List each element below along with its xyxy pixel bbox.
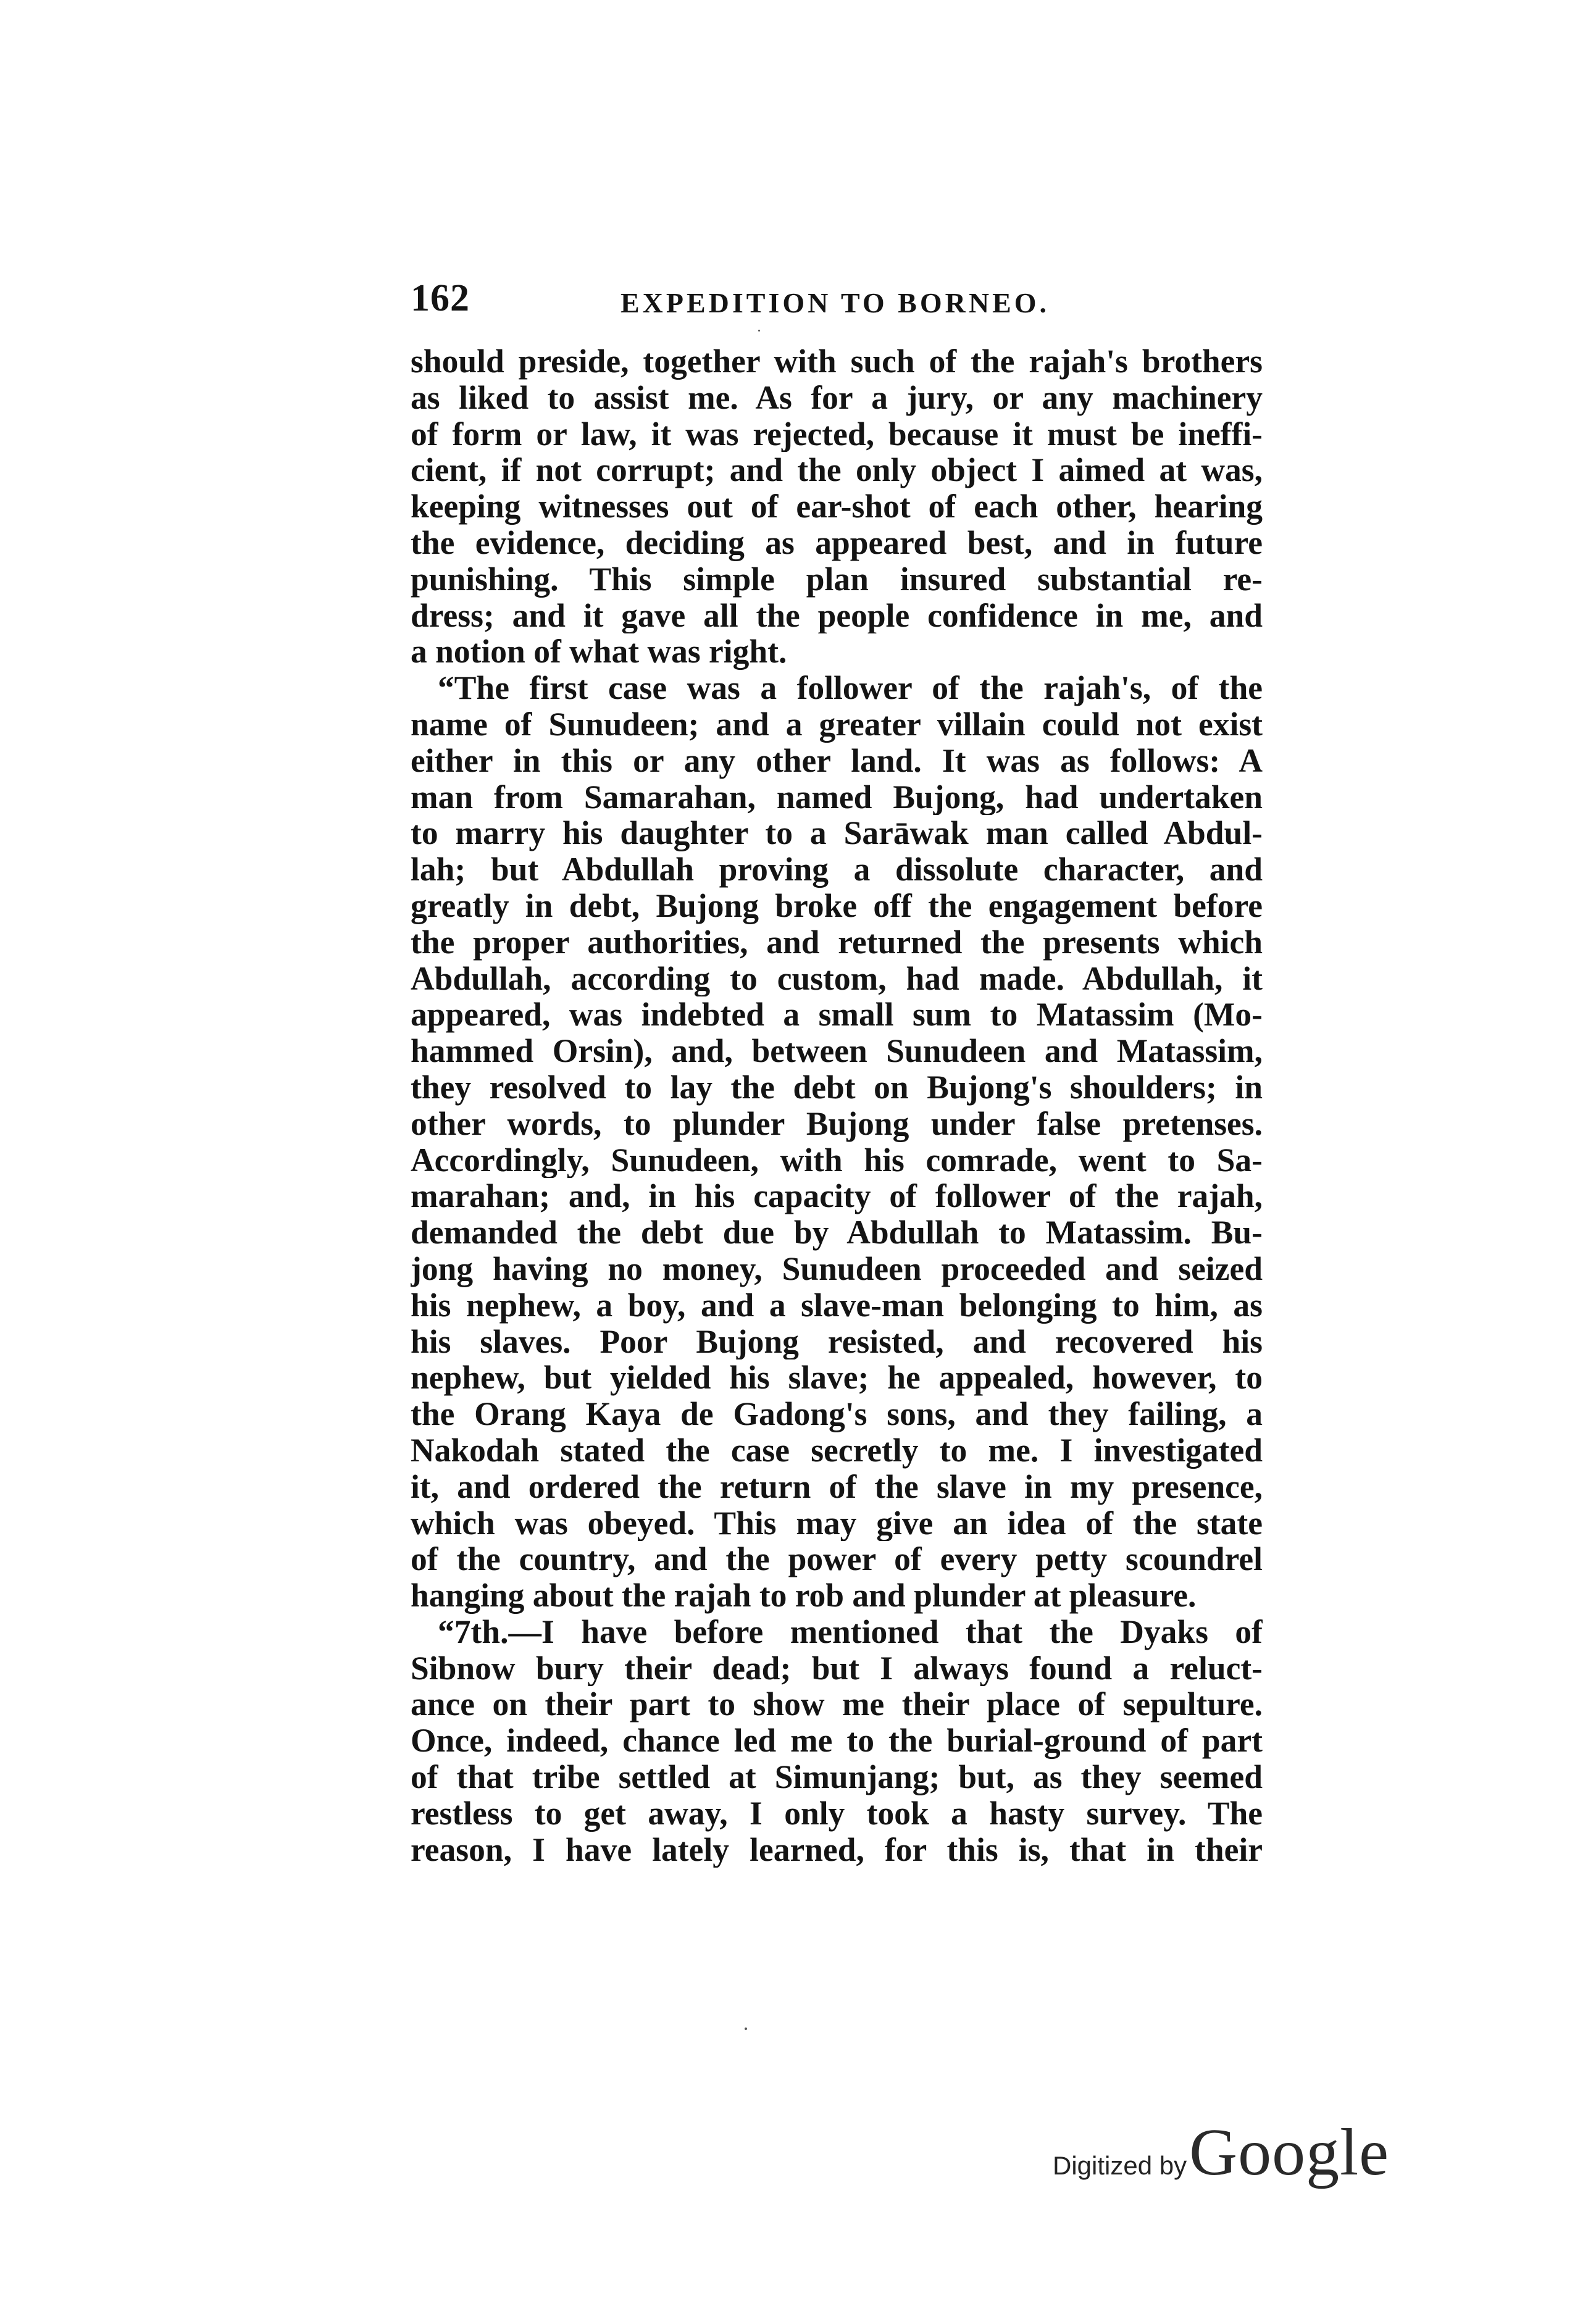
text-line: which was obeyed. This may give an idea of the state: [411, 1505, 1263, 1542]
digitized-label: Digitized by: [1053, 2151, 1187, 2180]
text-line: Accordingly, Sunudeen, with his comrade, went to Sa-: [411, 1142, 1263, 1179]
text-line: demanded the debt due by Abdullah to Matassim. Bu-: [411, 1214, 1263, 1251]
text-line: his slaves. Poor Bujong resisted, and recovered his: [411, 1323, 1263, 1360]
text-line: Once, indeed, chance led me to the burial-ground of part: [411, 1723, 1263, 1760]
text-line: lah; but Abdullah proving a dissolute character, and: [411, 851, 1263, 888]
text-line: to marry his daughter to a Sarāwak man called Abdul-: [411, 815, 1263, 852]
text-line: nephew, but yielded his slave; he appealed, however, to: [411, 1359, 1263, 1397]
google-logo: Google: [1189, 2116, 1390, 2189]
text-line: name of Sunudeen; and a greater villain could not exist: [411, 706, 1263, 743]
text-line: greatly in debt, Bujong broke off the engagement before: [411, 887, 1263, 924]
text-line: dress; and it gave all the people confidence in me, and: [411, 597, 1263, 634]
text-line: they resolved to lay the debt on Bujong's shoulders; in: [411, 1069, 1263, 1106]
text-line: cient, if not corrupt; and the only object I aimed at was,: [411, 452, 1263, 489]
text-line: marahan; and, in his capacity of follower of the rajah,: [411, 1178, 1263, 1215]
text-line: it, and ordered the return of the slave in my presence,: [411, 1468, 1263, 1505]
text-line: the Orang Kaya de Gadong's sons, and they failing, a: [411, 1396, 1263, 1432]
text-line: ance on their part to show me their place of sepulture.: [411, 1686, 1263, 1723]
text-line: should preside, together with such of the rajah's brothers: [411, 343, 1263, 380]
text-line: the proper authorities, and returned the presents which: [411, 924, 1263, 961]
text-line: hanging about the rajah to rob and plunder at pleasure.: [411, 1577, 1197, 1614]
text-line: hammed Orsin), and, between Sunudeen and Matassim,: [411, 1033, 1263, 1069]
text-line: as liked to assist me. As for a jury, or any machinery: [411, 379, 1263, 416]
text-line: punishing. This simple plan insured substantial re-: [411, 561, 1263, 598]
running-title: EXPEDITION TO BORNEO.: [620, 287, 1050, 319]
text-line: of that tribe settled at Simunjang; but, as they seemed: [411, 1759, 1263, 1795]
scan-speck: [758, 330, 760, 332]
body-text: [411, 343, 1263, 1868]
text-line: appeared, was indebted a small sum to Matassim (Mo-: [411, 996, 1263, 1034]
text-line: other words, to plunder Bujong under false pretenses.: [411, 1105, 1263, 1142]
text-line: Sibnow bury their dead; but I always found a reluct-: [411, 1650, 1263, 1687]
text-line: Abdullah, according to custom, had made. Abdullah, it: [411, 960, 1263, 997]
text-line: restless to get away, I only took a hasty survey. The: [411, 1795, 1263, 1832]
page-header: [411, 272, 1300, 333]
text-line: man from Samarahan, named Bujong, had undertaken: [411, 779, 1263, 816]
text-line: “The first case was a follower of the rajah's, of the: [438, 670, 1263, 706]
text-line: his nephew, a boy, and a slave-man belonging to him, as: [411, 1287, 1263, 1324]
text-line: keeping witnesses out of ear-shot of each other, hearing: [411, 488, 1263, 525]
text-line: jong having no money, Sunudeen proceeded and seized: [411, 1250, 1263, 1287]
text-line: of the country, and the power of every petty scoundrel: [411, 1541, 1263, 1578]
text-line: “7th.—I have before mentioned that the Dyaks of: [438, 1613, 1263, 1650]
text-line: a notion of what was right.: [411, 633, 787, 670]
text-line: of form or law, it was rejected, because it must be ineffi-: [411, 416, 1263, 453]
digitized-watermark: [1053, 2115, 1389, 2189]
text-line: reason, I have lately learned, for this is, that in their: [411, 1831, 1263, 1868]
text-line: Nakodah stated the case secretly to me. I investigated: [411, 1432, 1263, 1469]
scan-speck: [745, 2028, 747, 2030]
text-line: either in this or any other land. It was as follows: A: [411, 742, 1263, 779]
page-number: 162: [411, 277, 470, 319]
text-line: the evidence, deciding as appeared best, and in future: [411, 524, 1263, 561]
